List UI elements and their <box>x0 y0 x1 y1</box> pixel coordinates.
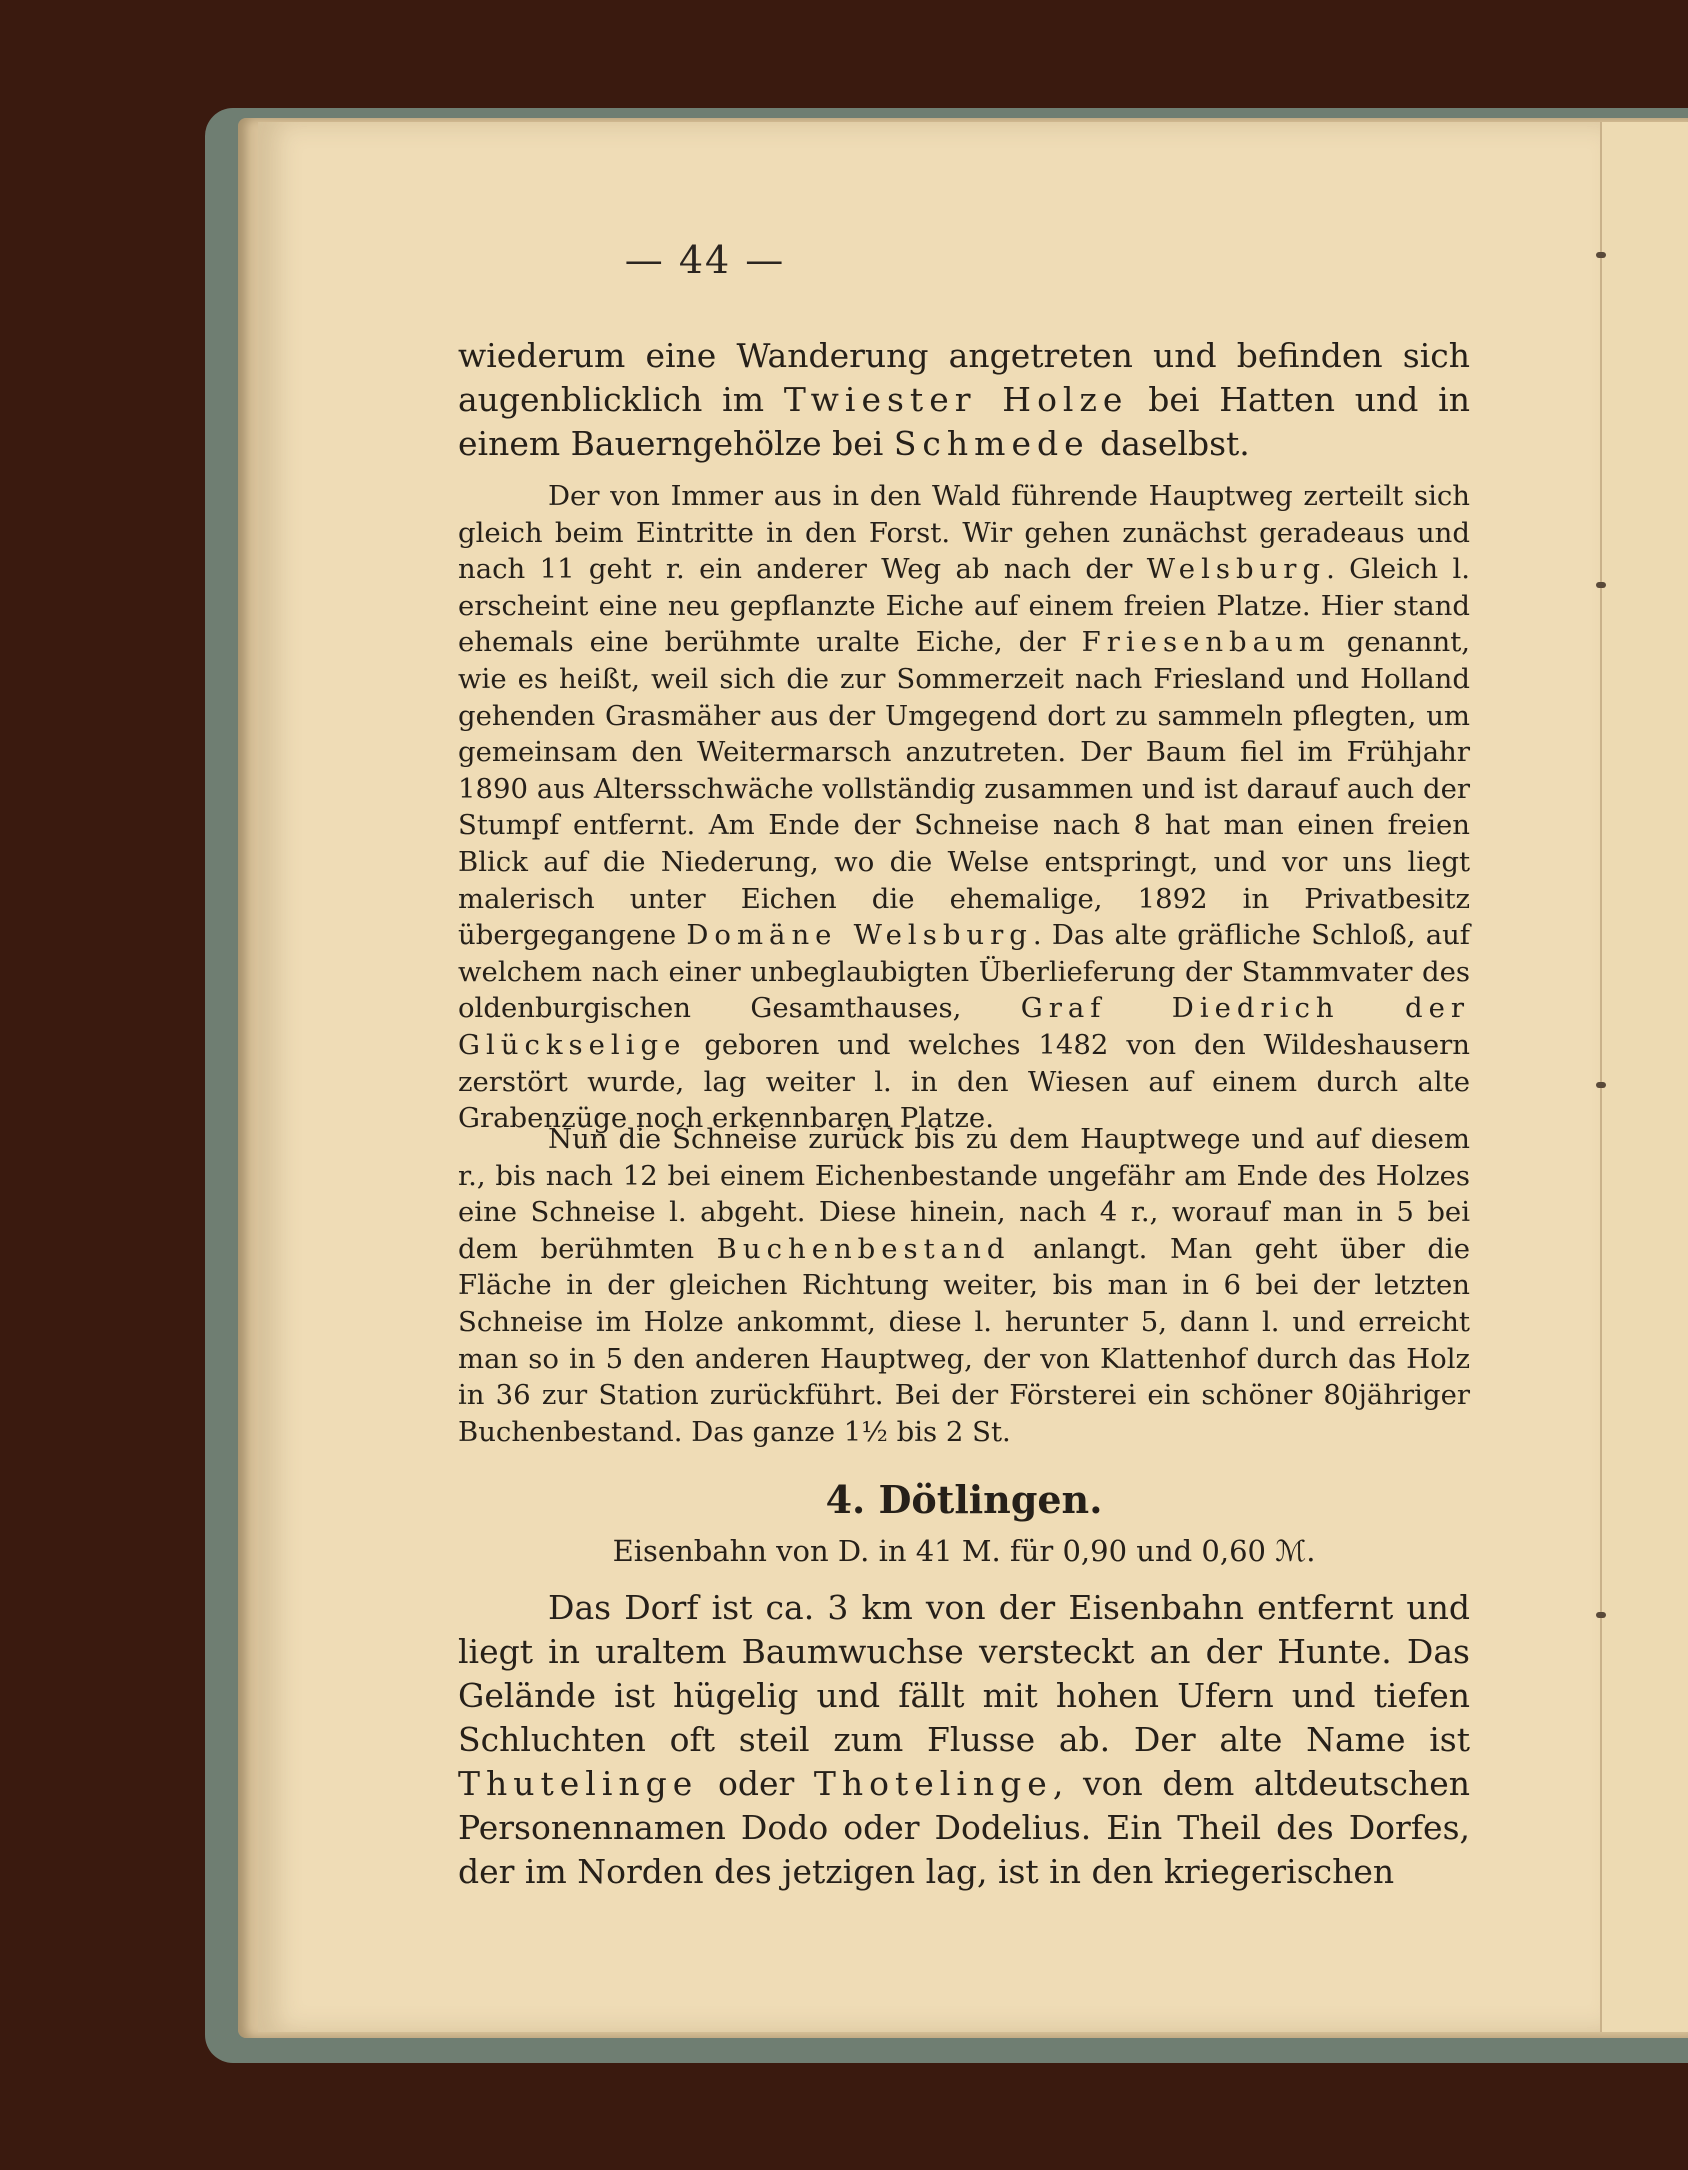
paragraph-4 <box>458 1586 1470 1894</box>
text-run: Nun die Schneise zurück bis zu dem Hauptwege und auf diesem r., bis nach 12 bei einem Eichenbestande ungefähr am Ende des Holzes eine Schneise l. abgeht. Diese hinein, nach 4 r., worauf man in 5 bei dem berühmten <box>458 1123 1470 1265</box>
place-name: Schmede <box>893 424 1090 463</box>
place-name: Thotelinge <box>813 1764 1053 1803</box>
text-run: Der von Immer aus in den Wald führende Hauptweg zerteilt sich gleich beim Eintritte in den Forst. Wir gehen zunächst geradeaus und nach 11 geht r. ein anderer Weg ab nach der <box>458 480 1470 586</box>
section-subheading: Eisenbahn von D. in 41 M. für 0,90 und 0,60 ℳ. <box>612 1534 1316 1568</box>
text-run: . Gleich l. erscheint eine neu gepflanzte Eiche auf einem freien Platze. Hier stand ehemals eine berühmte uralte Eiche, der <box>458 553 1471 659</box>
text-run: bei Hatten und in einem Bauerngehölze bei <box>458 380 1470 463</box>
gutter-mark <box>1596 582 1606 588</box>
gutter-mark <box>1596 252 1606 258</box>
place-name: Thutelinge <box>458 1764 699 1803</box>
text-run: anlangt. Man geht über die Fläche in der gleichen Richtung weiter, bis man in 6 bei der letzten Schneise im Holze ankommt, diese l. herunter 5, dann l. und erreicht man so in 5 den anderen Hauptweg, der von Klattenhof durch das Holz in 36 zur Station zurückführt. Bei der Försterei ein schöner 80jähriger Buchenbestand. Das ganze 1½ bis 2 St. <box>458 1232 1470 1448</box>
paragraph-1 <box>458 334 1470 466</box>
place-name: Twiester Holze <box>783 380 1129 419</box>
paragraph-2 <box>458 478 1470 1137</box>
text-run: geboren und welches 1482 von den Wildeshausern zerstört wurde, lag weiter l. in den Wiesen auf einem durch alte Grabenzüge noch erkennbaren Platze. <box>458 1028 1470 1135</box>
facing-page <box>1600 122 1688 2032</box>
text-run: genannt, wie es heißt, weil sich die zur Sommerzeit nach Friesland und Holland gehenden Grasmäher aus der Umgegend dort zu sammeln pflegten, um gemeinsam den Weitermarsch anzutreten. Der Baum fiel im Frühjahr 1890 aus Altersschwäche vollständig zusammen und ist darauf auch der Stumpf entfernt. Am Ende der Schneise nach 8 hat man einen freien Blick auf die Niederung, wo die Welse entspringt, und vor uns liegt malerisch unter Eichen die ehemalige, 1892 in Privatbesitz übergegangene <box>458 626 1470 952</box>
person-name: Graf Diedrich der Glückselige <box>458 992 1470 1061</box>
place-name: Buchenbestand <box>716 1232 1011 1265</box>
paragraph-3 <box>458 1121 1470 1450</box>
place-name: Domäne Welsburg <box>686 919 1033 952</box>
page-number: — 44 — <box>624 238 786 282</box>
section-heading: 4. Dötlingen. <box>825 1477 1103 1522</box>
text-run: . Das alte gräfliche Schloß, auf welchem nach einer unbeglaubigten Überlieferung der Stammvater des oldenburgischen Gesamthauses, <box>458 919 1470 1025</box>
place-name: Welsburg <box>1146 553 1327 586</box>
text-run: oder <box>698 1764 814 1803</box>
text-run: Das Dorf ist ca. 3 km von der Eisenbahn entfernt und liegt in uraltem Baumwuchse versteckt an der Hunte. Das Gelände ist hügelig und fällt mit hohen Ufern und tiefen Schluchten oft steil zum Flusse ab. Der alte Name ist <box>458 1588 1470 1759</box>
gutter-mark <box>1596 1612 1606 1618</box>
place-name: Friesenbaum <box>1081 626 1331 659</box>
text-run: daselbst. <box>1089 424 1250 463</box>
text-run: , von dem altdeutschen Personennamen Dodo oder Dodelius. Ein Theil des Dorfes, der im Norden des jetzigen lag, ist in den kriegerischen <box>458 1764 1471 1891</box>
text-run: wiederum eine Wanderung angetreten und befinden sich augenblicklich im <box>458 336 1470 419</box>
gutter-mark <box>1596 1082 1606 1088</box>
